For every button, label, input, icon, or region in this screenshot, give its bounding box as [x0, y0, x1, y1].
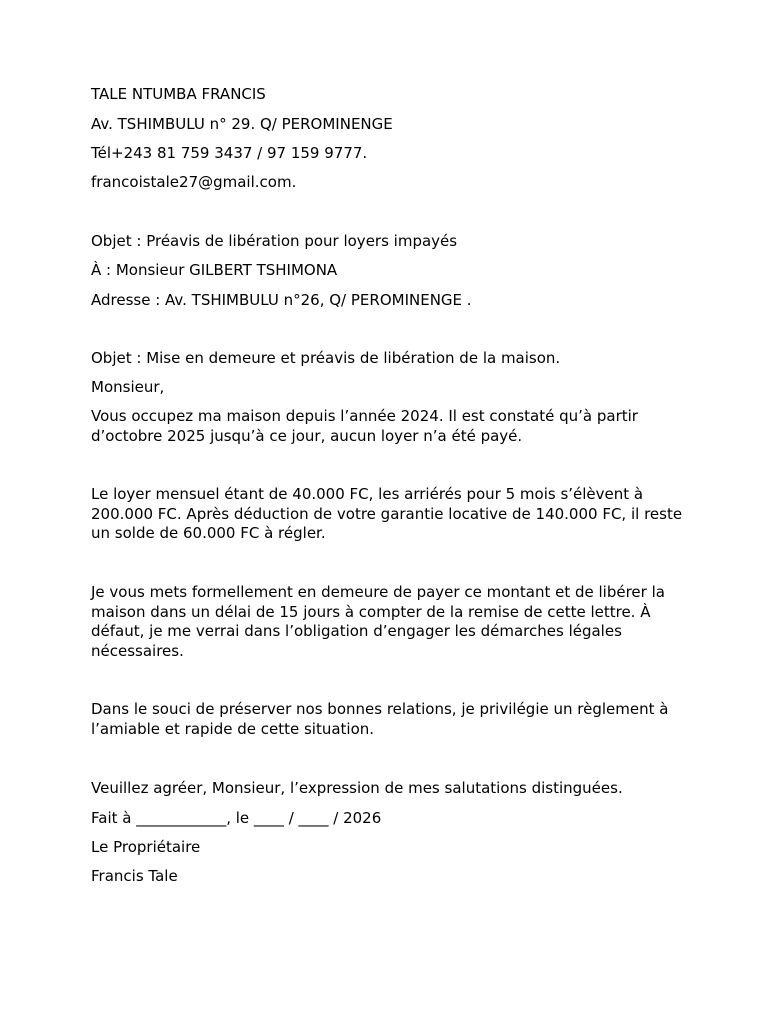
owner-role: Le Propriétaire — [91, 838, 201, 856]
sender-phone: Tél+243 81 759 3437 / 97 159 9777. — [91, 144, 368, 162]
salutation: Monsieur, — [91, 378, 165, 396]
recipient-address: Adresse : Av. TSHIMBULU n°26, Q/ PEROMINENGE . — [91, 291, 472, 309]
header-object-line: Objet : Préavis de libération pour loyers impayés — [91, 232, 458, 250]
sender-address: Av. TSHIMBULU n° 29. Q/ PEROMINENGE — [91, 115, 393, 133]
paragraph-formal-notice: Je vous mets formellement en demeure de payer ce montant et de libérer la maison dans un délai de 15 jours à compter de la remise de cette lettre. À défaut, je me verrai dans l’obligation d’engager les démarches légales nécessaires. — [91, 583, 665, 660]
place-date-line: Fait à ____________, le ____ / ____ / 2026 — [91, 809, 382, 827]
sender-name: TALE NTUMBA FRANCIS — [91, 85, 266, 103]
recipient-line: À : Monsieur GILBERT TSHIMONA — [91, 261, 338, 279]
sender-email: francoistale27@gmail.com. — [91, 173, 297, 191]
signature-name: Francis Tale — [91, 867, 178, 885]
paragraph-arrears: Le loyer mensuel étant de 40.000 FC, les arriérés pour 5 mois s’élèvent à 200.000 FC. Après déduction de votre garantie locative de 140.000 FC, il reste un solde de 60.000 FC à régler. — [91, 485, 683, 542]
paragraph-occupation: Vous occupez ma maison depuis l’année 2024. Il est constaté qu’à partir d’octobre 2025 jusqu’à ce jour, aucun loyer n’a été payé. — [91, 407, 638, 445]
paragraph-amicable: Dans le souci de préserver nos bonnes relations, je privilégie un règlement à l’amiable et rapide de cette situation. — [91, 700, 669, 738]
body-object-line: Objet : Mise en demeure et préavis de libération de la maison. — [91, 349, 561, 367]
closing-formula: Veuillez agréer, Monsieur, l’expression de mes salutations distinguées. — [91, 779, 623, 797]
